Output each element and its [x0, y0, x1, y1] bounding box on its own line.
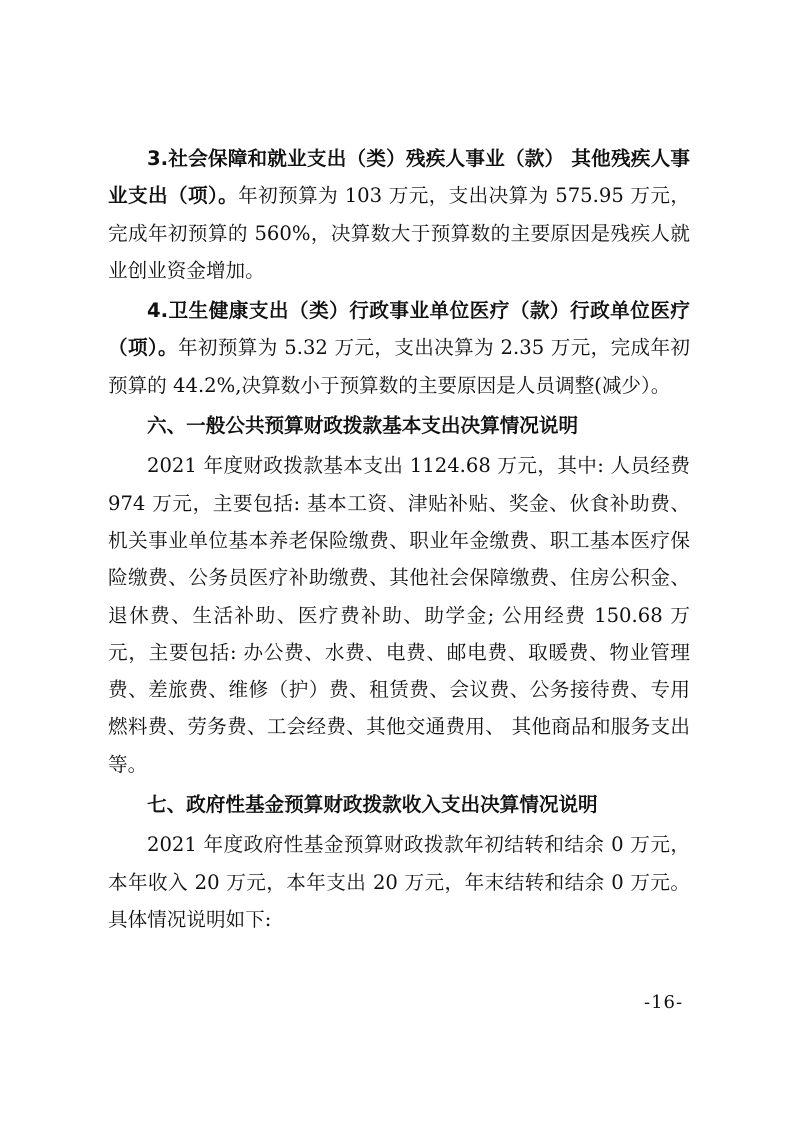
section-7-body: 2021 年度政府性基金预算财政拨款年初结转和结余 0 万元，本年收入 20 万元，本年支出 20 万元，年末结转和结余 0 万元。具体情况说明如下:: [108, 833, 690, 931]
section-6-body: 2021 年度财政拨款基本支出 1124.68 万元，其中: 人员经费 974 万元，主要包括: 基本工资、津贴补贴、奖金、伙食补助费、机关事业单位基本养老保险缴费、职业年金缴费、职工基本医疗保险缴费、公务员医疗补助缴费、其他社会保障缴费、住房公积金、退休费、生活补助、医疗费补助、助学金; 公用经费 150.68 万元，主要包括: 办公费、水费、电费、邮电费、取暖费、物业管理费、差旅费、维修（护）费、租赁费、会议费、公务接待费、专用燃料费、劳务费、工会经费、其他交通费用、 其他商品和服务支出等。: [108, 454, 690, 776]
item-4-heading: 4.卫生健康支出（类）行政事业单位医疗（款）行政单位医疗（项）。: [108, 299, 690, 360]
section-7-title: 七、政府性基金预算财政拨款收入支出决算情况说明: [147, 793, 598, 817]
page-number: -16-: [644, 992, 684, 1013]
item-4-paragraph: [108, 292, 690, 404]
page-content: [108, 140, 690, 938]
section-6-title: 六、一般公共预算财政拨款基本支出决算情况说明: [147, 414, 579, 438]
item-4-body: 年初预算为 5.32 万元，支出决算为 2.35 万元，完成年初预算的 44.2%,决算数小于预算数的主要原因是人员调整(减少）。: [108, 336, 690, 397]
item-3-body: 年初预算为 103 万元，支出决算为 575.95 万元，完成年初预算的 560%，决算数大于预算数的主要原因是残疾人就业创业资金增加。: [108, 184, 690, 282]
item-3-heading: 3.社会保障和就业支出（类）残疾人事业（款） 其他残疾人事业支出（项）。: [108, 147, 690, 208]
item-3-paragraph: [108, 140, 690, 289]
